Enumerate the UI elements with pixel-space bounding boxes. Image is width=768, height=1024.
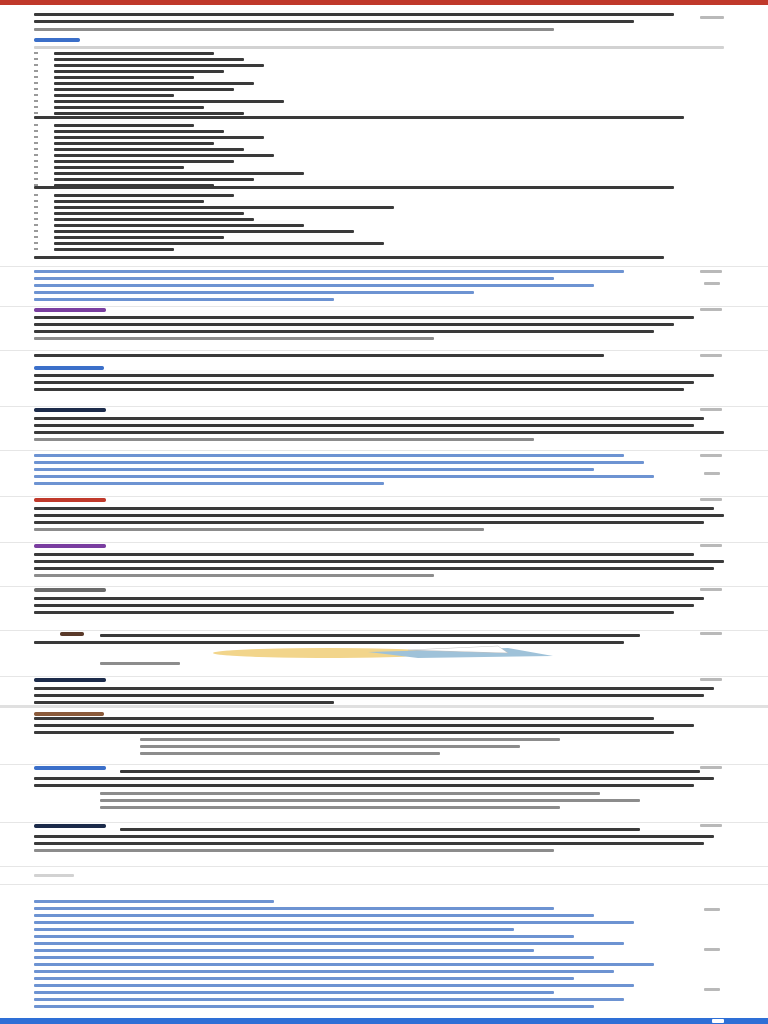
post — [0, 308, 768, 350]
post — [0, 712, 768, 762]
list-item — [54, 130, 224, 133]
post-author[interactable] — [120, 408, 620, 417]
list-item — [54, 52, 214, 55]
list-item — [54, 178, 254, 181]
link-item[interactable] — [34, 907, 554, 910]
scroll-top-button[interactable] — [712, 1019, 724, 1023]
list-item — [54, 106, 204, 109]
avatar[interactable] — [34, 766, 106, 770]
link-list — [0, 898, 768, 1014]
link-item[interactable] — [34, 949, 534, 952]
post-author[interactable] — [120, 498, 620, 507]
post-author[interactable] — [120, 544, 620, 553]
link-list-action-button[interactable] — [704, 908, 720, 911]
post-menu-button[interactable] — [700, 354, 722, 357]
list-item — [54, 242, 384, 245]
section-heading — [34, 186, 724, 189]
post — [0, 588, 768, 628]
list-item — [54, 76, 194, 79]
list-item — [54, 154, 274, 157]
list-item — [54, 58, 244, 61]
section-heading-text — [34, 183, 714, 192]
post-menu-button[interactable] — [700, 766, 722, 769]
link-item[interactable] — [34, 900, 274, 903]
list-item — [54, 172, 304, 175]
avatar[interactable] — [60, 632, 84, 636]
post — [0, 452, 768, 494]
header-action-button[interactable] — [700, 16, 724, 19]
footer-bar — [0, 1018, 768, 1024]
avatar[interactable] — [34, 366, 104, 370]
list-item — [54, 230, 354, 233]
list-item — [54, 70, 224, 73]
post-menu-button[interactable] — [700, 408, 722, 411]
list-item — [54, 94, 174, 97]
list-item — [54, 224, 304, 227]
post-author[interactable] — [120, 588, 620, 597]
post-menu-button[interactable] — [700, 632, 722, 635]
post — [0, 408, 768, 448]
link-item[interactable] — [34, 914, 594, 917]
link-item[interactable] — [34, 942, 624, 945]
post-menu-button[interactable] — [700, 454, 722, 457]
link-list-action-button[interactable] — [704, 948, 720, 951]
list-item — [54, 212, 244, 215]
post-action-button[interactable] — [704, 472, 720, 475]
list-item — [54, 88, 234, 91]
bullet-list — [34, 52, 434, 118]
list-item — [54, 248, 174, 251]
link-list-action-button[interactable] — [704, 988, 720, 991]
post-menu-button[interactable] — [700, 588, 722, 591]
list-item — [54, 236, 224, 239]
link-item[interactable] — [34, 991, 554, 994]
page-header — [0, 6, 768, 38]
avatar[interactable] — [34, 544, 106, 548]
avatar[interactable] — [34, 678, 106, 682]
link-item[interactable] — [34, 977, 574, 980]
bullet-list — [34, 194, 434, 254]
list-item — [54, 64, 264, 67]
post-image[interactable] — [208, 644, 558, 660]
post-menu-button[interactable] — [700, 544, 722, 547]
post — [0, 268, 768, 306]
list-item — [54, 200, 204, 203]
post-author[interactable] — [120, 678, 620, 687]
list-item — [54, 206, 394, 209]
post-menu-button[interactable] — [700, 270, 722, 273]
list-item — [54, 124, 194, 127]
link-item[interactable] — [34, 963, 654, 966]
link-item[interactable] — [34, 928, 514, 931]
avatar[interactable] — [34, 498, 106, 502]
avatar[interactable] — [34, 824, 106, 828]
avatar[interactable] — [34, 588, 106, 592]
section-heading-text — [34, 113, 714, 122]
link-item[interactable] — [34, 998, 624, 1001]
link-item[interactable] — [34, 1005, 594, 1008]
author-chip[interactable] — [34, 38, 80, 42]
bullet-list — [34, 124, 434, 190]
list-item — [54, 82, 254, 85]
article-sections — [0, 44, 768, 264]
section-heading — [34, 116, 724, 119]
link-item[interactable] — [34, 984, 634, 987]
post — [0, 632, 768, 674]
post-menu-button[interactable] — [700, 498, 722, 501]
post — [0, 678, 768, 706]
section-heading-text — [34, 43, 714, 52]
avatar[interactable] — [34, 408, 106, 412]
link-item[interactable] — [34, 921, 634, 924]
footer-label[interactable] — [300, 1018, 470, 1024]
list-item — [54, 142, 214, 145]
post — [0, 544, 768, 584]
list-item — [54, 100, 284, 103]
post — [0, 824, 768, 862]
link-item[interactable] — [34, 970, 614, 973]
avatar[interactable] — [34, 308, 106, 312]
post — [0, 498, 768, 540]
post-menu-button[interactable] — [700, 308, 722, 311]
feed — [0, 268, 768, 896]
post-menu-button[interactable] — [700, 824, 722, 827]
link-item[interactable] — [34, 935, 574, 938]
post-action-button[interactable] — [704, 282, 720, 285]
list-item — [54, 148, 244, 151]
avatar[interactable] — [34, 712, 104, 716]
list-item — [54, 160, 234, 163]
list-item — [54, 194, 234, 197]
list-item — [54, 218, 254, 221]
section-heading — [34, 46, 724, 49]
link-item[interactable] — [34, 956, 594, 959]
post-menu-button[interactable] — [700, 678, 722, 681]
post — [0, 352, 768, 404]
top-red-bar — [0, 0, 768, 5]
list-item — [54, 136, 264, 139]
post — [0, 766, 768, 820]
list-item — [54, 166, 184, 169]
